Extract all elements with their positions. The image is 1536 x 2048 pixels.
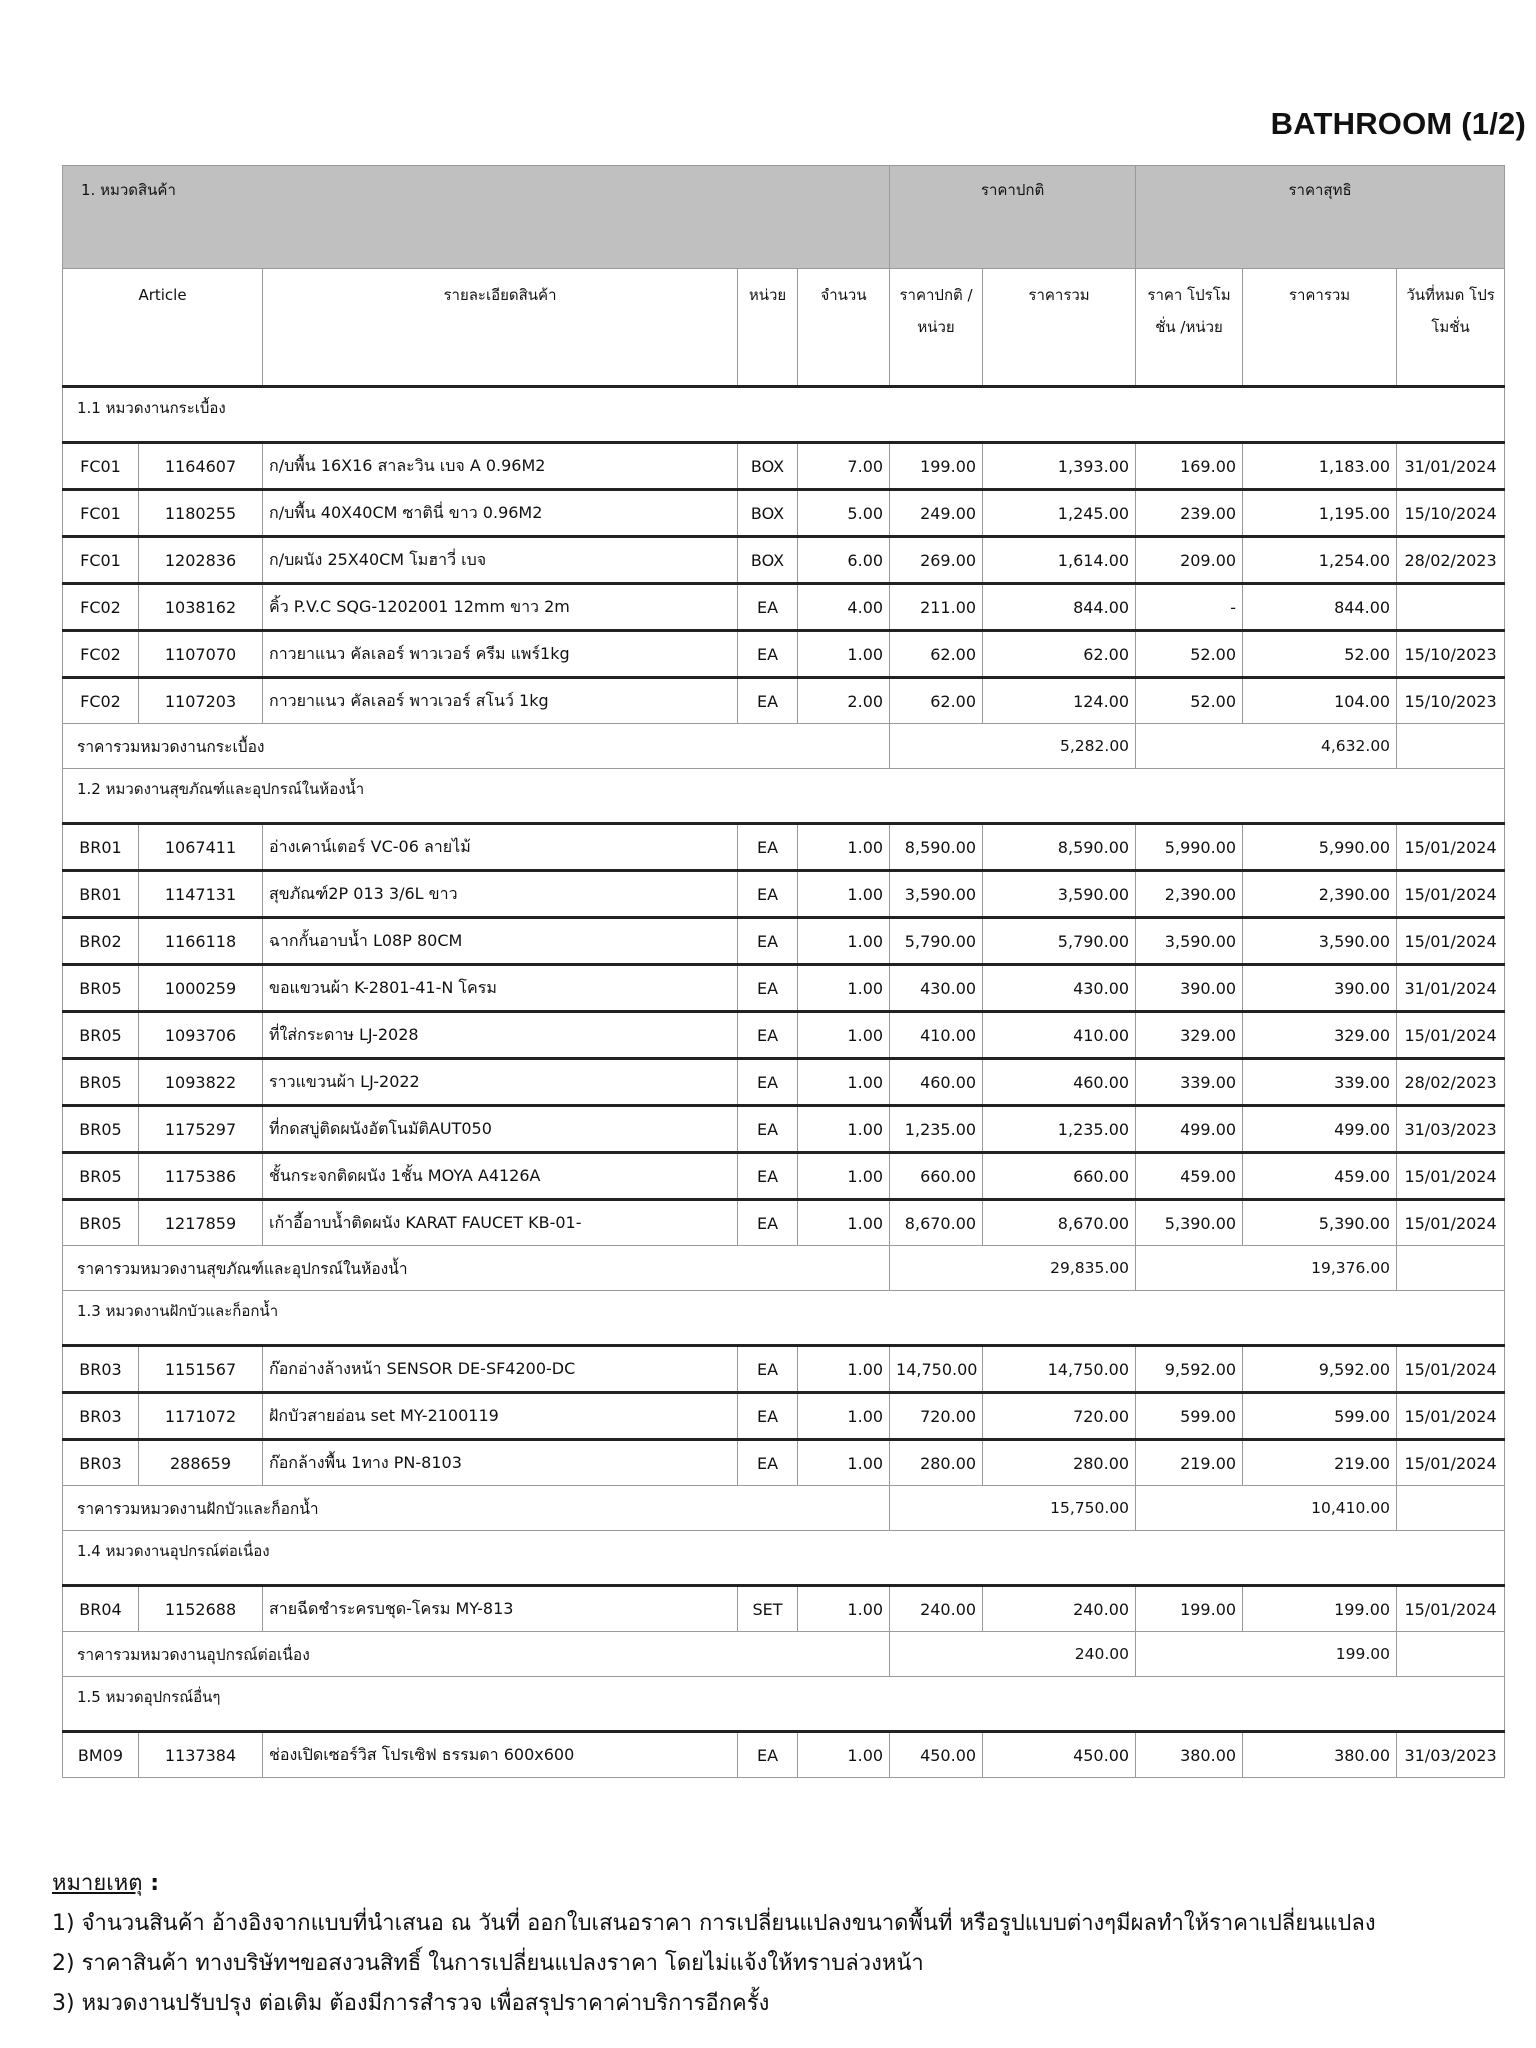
table-row <box>63 1106 1505 1153</box>
cell-code: BR03 <box>63 1440 139 1486</box>
table-row <box>63 1346 1505 1393</box>
cell-qty: 1.00 <box>798 871 890 918</box>
cell-unit: EA <box>738 965 798 1012</box>
section-title: 1.4 หมวดงานอุปกรณ์ต่อเนื่อง <box>63 1531 1505 1586</box>
cell-code: BR03 <box>63 1346 139 1393</box>
table-row <box>63 1059 1505 1106</box>
cell-promo-end: 15/10/2023 <box>1397 678 1505 724</box>
cell-promo-total: 1,195.00 <box>1243 490 1397 537</box>
cell-total: 460.00 <box>983 1059 1136 1106</box>
cell-code: FC01 <box>63 490 139 537</box>
section-title: 1.3 หมวดงานฝักบัวและก็อกน้ำ <box>63 1291 1505 1346</box>
cell-promo-total: 380.00 <box>1243 1732 1397 1778</box>
cell-article: 1067411 <box>139 824 263 871</box>
cell-description: ขอแขวนผ้า K-2801-41-N โครม <box>263 965 738 1012</box>
subtotal-empty <box>1397 1486 1505 1531</box>
cell-article: 1164607 <box>139 443 263 490</box>
note-line: 3) หมวดงานปรับปรุง ต่อเติม ต้องมีการสำรวจ เพื่อสรุปราคาค่าบริการอีกครั้ง <box>52 1991 770 2016</box>
cell-total: 3,590.00 <box>983 871 1136 918</box>
cell-description: สายฉีดชำระครบชุด-โครม MY-813 <box>263 1586 738 1632</box>
cell-unit-price: 211.00 <box>890 584 983 631</box>
cell-unit: EA <box>738 918 798 965</box>
cell-total: 1,614.00 <box>983 537 1136 584</box>
cell-promo-end: 15/01/2024 <box>1397 1200 1505 1246</box>
cell-qty: 1.00 <box>798 1393 890 1440</box>
cell-promo-price: 339.00 <box>1136 1059 1243 1106</box>
cell-promo-end: 15/01/2024 <box>1397 1393 1505 1440</box>
cell-code: BR01 <box>63 824 139 871</box>
cell-qty: 1.00 <box>798 1106 890 1153</box>
cell-promo-total: 199.00 <box>1243 1586 1397 1632</box>
cell-promo-total: 219.00 <box>1243 1440 1397 1486</box>
cell-qty: 1.00 <box>798 1200 890 1246</box>
table-row <box>63 824 1505 871</box>
cell-promo-total: 329.00 <box>1243 1012 1397 1059</box>
subtotal-promo-total: 199.00 <box>1136 1632 1397 1677</box>
subtotal-promo-total: 19,376.00 <box>1136 1246 1397 1291</box>
cell-code: BR01 <box>63 871 139 918</box>
cell-promo-price: 2,390.00 <box>1136 871 1243 918</box>
cell-promo-end: 15/01/2024 <box>1397 1346 1505 1393</box>
cell-promo-end: 15/01/2024 <box>1397 1440 1505 1486</box>
cell-description: กาวยาแนว คัลเลอร์ พาวเวอร์ สโนว์ 1kg <box>263 678 738 724</box>
subtotal-promo-total: 10,410.00 <box>1136 1486 1397 1531</box>
cell-promo-price: 5,390.00 <box>1136 1200 1243 1246</box>
cell-promo-total: 9,592.00 <box>1243 1346 1397 1393</box>
subtotal-total: 5,282.00 <box>890 724 1136 769</box>
cell-promo-price: 390.00 <box>1136 965 1243 1012</box>
cell-promo-total: 5,990.00 <box>1243 824 1397 871</box>
cell-description: ชั้นกระจกติดผนัง 1ชั้น MOYA A4126A <box>263 1153 738 1200</box>
cell-code: BR05 <box>63 1153 139 1200</box>
note-line: 2) ราคาสินค้า ทางบริษัทฯขอสงวนสิทธิ์ ในการเปลี่ยนแปลงราคา โดยไม่แจ้งให้ทราบล่วงหน้า <box>52 1951 924 1976</box>
cell-promo-total: 844.00 <box>1243 584 1397 631</box>
cell-article: 1175386 <box>139 1153 263 1200</box>
cell-total: 124.00 <box>983 678 1136 724</box>
table-row <box>63 1012 1505 1059</box>
cell-promo-price: 380.00 <box>1136 1732 1243 1778</box>
cell-code: BR05 <box>63 1059 139 1106</box>
cell-code: BR05 <box>63 1106 139 1153</box>
cell-article: 1147131 <box>139 871 263 918</box>
col-description: รายละเอียดสินค้า <box>263 269 738 387</box>
cell-code: BR05 <box>63 1012 139 1059</box>
cell-unit-price: 460.00 <box>890 1059 983 1106</box>
cell-description: ก๊อกอ่างล้างหน้า SENSOR DE-SF4200-DC <box>263 1346 738 1393</box>
table-row <box>63 631 1505 678</box>
cell-qty: 1.00 <box>798 1440 890 1486</box>
cell-description: ฝักบัวสายอ่อน set MY-2100119 <box>263 1393 738 1440</box>
cell-unit-price: 8,590.00 <box>890 824 983 871</box>
subtotal-label: ราคารวมหมวดงานอุปกรณ์ต่อเนื่อง <box>63 1632 890 1677</box>
cell-qty: 1.00 <box>798 631 890 678</box>
cell-unit: EA <box>738 871 798 918</box>
subtotal-total: 15,750.00 <box>890 1486 1136 1531</box>
cell-promo-price: 199.00 <box>1136 1586 1243 1632</box>
subtotal-row <box>63 1246 1505 1291</box>
subtotal-label: ราคารวมหมวดงานสุขภัณฑ์และอุปกรณ์ในห้องน้ำ <box>63 1246 890 1291</box>
cell-promo-price: 329.00 <box>1136 1012 1243 1059</box>
cell-promo-end: 31/01/2024 <box>1397 443 1505 490</box>
cell-promo-end: 28/02/2023 <box>1397 1059 1505 1106</box>
cell-promo-end: 15/01/2024 <box>1397 1586 1505 1632</box>
cell-qty: 1.00 <box>798 1732 890 1778</box>
cell-unit: EA <box>738 1200 798 1246</box>
cell-unit-price: 430.00 <box>890 965 983 1012</box>
group-header-row <box>63 166 1505 269</box>
table-row <box>63 871 1505 918</box>
cell-total: 1,235.00 <box>983 1106 1136 1153</box>
cell-code: BM09 <box>63 1732 139 1778</box>
cell-article: 1137384 <box>139 1732 263 1778</box>
cell-article: 1152688 <box>139 1586 263 1632</box>
cell-promo-end: 15/01/2024 <box>1397 1012 1505 1059</box>
table-row <box>63 1153 1505 1200</box>
cell-unit-price: 269.00 <box>890 537 983 584</box>
col-article: Article <box>63 269 263 387</box>
cell-unit: SET <box>738 1586 798 1632</box>
subtotal-empty <box>1397 1246 1505 1291</box>
cell-code: FC01 <box>63 537 139 584</box>
cell-description: ช่องเปิดเซอร์วิส โปรเซิฟ ธรรมดา 600x600 <box>263 1732 738 1778</box>
cell-qty: 1.00 <box>798 1346 890 1393</box>
subtotal-label: ราคารวมหมวดงานกระเบื้อง <box>63 724 890 769</box>
cell-promo-price: 52.00 <box>1136 678 1243 724</box>
cell-article: 288659 <box>139 1440 263 1486</box>
section-header-row <box>63 1531 1505 1586</box>
cell-unit: EA <box>738 1012 798 1059</box>
cell-description: กาวยาแนว คัลเลอร์ พาวเวอร์ ครีม แพร์1kg <box>263 631 738 678</box>
cell-qty: 6.00 <box>798 537 890 584</box>
cell-code: BR05 <box>63 1200 139 1246</box>
col-promo-end: วันที่หมด โปรโมชั่น <box>1397 269 1505 387</box>
cell-total: 430.00 <box>983 965 1136 1012</box>
cell-total: 660.00 <box>983 1153 1136 1200</box>
cell-promo-end: 15/01/2024 <box>1397 1153 1505 1200</box>
cell-unit: EA <box>738 584 798 631</box>
cell-promo-total: 5,390.00 <box>1243 1200 1397 1246</box>
cell-total: 410.00 <box>983 1012 1136 1059</box>
cell-unit-price: 62.00 <box>890 678 983 724</box>
cell-promo-total: 3,590.00 <box>1243 918 1397 965</box>
cell-code: BR05 <box>63 965 139 1012</box>
cell-promo-total: 390.00 <box>1243 965 1397 1012</box>
subtotal-row <box>63 1632 1505 1677</box>
cell-promo-end: 15/01/2024 <box>1397 824 1505 871</box>
cell-promo-total: 1,183.00 <box>1243 443 1397 490</box>
table-row <box>63 678 1505 724</box>
cell-promo-price: 239.00 <box>1136 490 1243 537</box>
table-row <box>63 918 1505 965</box>
cell-description: ราวแขวนผ้า LJ-2022 <box>263 1059 738 1106</box>
cell-description: คิ้ว P.V.C SQG-1202001 12mm ขาว 2m <box>263 584 738 631</box>
cell-total: 8,590.00 <box>983 824 1136 871</box>
cell-unit: BOX <box>738 443 798 490</box>
subtotal-empty <box>1397 1632 1505 1677</box>
cell-unit-price: 249.00 <box>890 490 983 537</box>
cell-code: FC02 <box>63 584 139 631</box>
category-group-header: 1. หมวดสินค้า <box>63 166 890 269</box>
col-promo-total: ราคารวม <box>1243 269 1397 387</box>
cell-promo-end: 15/10/2024 <box>1397 490 1505 537</box>
section-header-row <box>63 1677 1505 1732</box>
col-qty: จำนวน <box>798 269 890 387</box>
cell-unit: EA <box>738 1059 798 1106</box>
net-price-group-header: ราคาสุทธิ <box>1136 166 1505 269</box>
cell-total: 450.00 <box>983 1732 1136 1778</box>
cell-qty: 5.00 <box>798 490 890 537</box>
cell-qty: 1.00 <box>798 1586 890 1632</box>
subtotal-total: 240.00 <box>890 1632 1136 1677</box>
table-row <box>63 537 1505 584</box>
cell-promo-price: - <box>1136 584 1243 631</box>
cell-article: 1093822 <box>139 1059 263 1106</box>
cell-description: ก๊อกล้างพื้น 1ทาง PN-8103 <box>263 1440 738 1486</box>
cell-total: 62.00 <box>983 631 1136 678</box>
cell-article: 1202836 <box>139 537 263 584</box>
cell-unit-price: 660.00 <box>890 1153 983 1200</box>
cell-code: FC02 <box>63 678 139 724</box>
table-row <box>63 1440 1505 1486</box>
cell-promo-total: 599.00 <box>1243 1393 1397 1440</box>
cell-unit-price: 62.00 <box>890 631 983 678</box>
cell-unit: EA <box>738 824 798 871</box>
cell-total: 14,750.00 <box>983 1346 1136 1393</box>
cell-unit-price: 14,750.00 <box>890 1346 983 1393</box>
cell-promo-price: 5,990.00 <box>1136 824 1243 871</box>
cell-total: 1,393.00 <box>983 443 1136 490</box>
table-row <box>63 1732 1505 1778</box>
subtotal-label: ราคารวมหมวดงานฝักบัวและก็อกน้ำ <box>63 1486 890 1531</box>
col-promo-price: ราคา โปรโมชั่น /หน่วย <box>1136 269 1243 387</box>
cell-unit-price: 280.00 <box>890 1440 983 1486</box>
cell-unit: EA <box>738 1393 798 1440</box>
cell-code: BR02 <box>63 918 139 965</box>
cell-promo-price: 219.00 <box>1136 1440 1243 1486</box>
cell-description: ก/บพื้น 16X16 สาละวิน เบจ A 0.96M2 <box>263 443 738 490</box>
section-title: 1.2 หมวดงานสุขภัณฑ์และอุปกรณ์ในห้องน้ำ <box>63 769 1505 824</box>
note-line: 1) จำนวนสินค้า อ้างอิงจากแบบที่นำเสนอ ณ วันที่ ออกใบเสนอราคา การเปลี่ยนแปลงขนาดพื้นที่ หรือรูปแบบต่างๆมีผลทำให้ราคาเปลี่ยนแปลง <box>52 1911 1376 1936</box>
cell-promo-total: 459.00 <box>1243 1153 1397 1200</box>
table-row <box>63 965 1505 1012</box>
notes-heading: หมายเหตุ <box>52 1871 143 1896</box>
cell-promo-total: 104.00 <box>1243 678 1397 724</box>
section-header-row <box>63 387 1505 443</box>
section-header-row <box>63 769 1505 824</box>
cell-qty: 1.00 <box>798 1153 890 1200</box>
cell-promo-price: 3,590.00 <box>1136 918 1243 965</box>
cell-unit-price: 410.00 <box>890 1012 983 1059</box>
subtotal-empty <box>1397 724 1505 769</box>
cell-promo-price: 169.00 <box>1136 443 1243 490</box>
cell-unit-price: 5,790.00 <box>890 918 983 965</box>
cell-article: 1217859 <box>139 1200 263 1246</box>
cell-unit-price: 450.00 <box>890 1732 983 1778</box>
cell-qty: 1.00 <box>798 1012 890 1059</box>
table-row <box>63 1393 1505 1440</box>
cell-total: 844.00 <box>983 584 1136 631</box>
cell-unit-price: 3,590.00 <box>890 871 983 918</box>
cell-unit-price: 240.00 <box>890 1586 983 1632</box>
cell-unit: EA <box>738 1153 798 1200</box>
cell-description: ก/บพื้น 40X40CM ซาตินี่ ขาว 0.96M2 <box>263 490 738 537</box>
cell-promo-total: 1,254.00 <box>1243 537 1397 584</box>
cell-unit: EA <box>738 1732 798 1778</box>
col-unit-price: ราคาปกติ /หน่วย <box>890 269 983 387</box>
cell-description: ฉากกั้นอาบน้ำ L08P 80CM <box>263 918 738 965</box>
cell-article: 1180255 <box>139 490 263 537</box>
subtotal-promo-total: 4,632.00 <box>1136 724 1397 769</box>
cell-qty: 1.00 <box>798 824 890 871</box>
cell-promo-end: 31/03/2023 <box>1397 1106 1505 1153</box>
cell-promo-price: 599.00 <box>1136 1393 1243 1440</box>
cell-promo-end: 28/02/2023 <box>1397 537 1505 584</box>
cell-promo-price: 9,592.00 <box>1136 1346 1243 1393</box>
table-row <box>63 1200 1505 1246</box>
cell-total: 1,245.00 <box>983 490 1136 537</box>
cell-promo-price: 52.00 <box>1136 631 1243 678</box>
cell-unit: EA <box>738 631 798 678</box>
cell-article: 1107070 <box>139 631 263 678</box>
cell-unit-price: 1,235.00 <box>890 1106 983 1153</box>
cell-article: 1093706 <box>139 1012 263 1059</box>
cell-promo-end: 31/03/2023 <box>1397 1732 1505 1778</box>
col-total: ราคารวม <box>983 269 1136 387</box>
table-row <box>63 443 1505 490</box>
col-unit: หน่วย <box>738 269 798 387</box>
cell-total: 240.00 <box>983 1586 1136 1632</box>
cell-promo-price: 459.00 <box>1136 1153 1243 1200</box>
cell-qty: 2.00 <box>798 678 890 724</box>
cell-qty: 4.00 <box>798 584 890 631</box>
cell-code: BR03 <box>63 1393 139 1440</box>
cell-article: 1151567 <box>139 1346 263 1393</box>
cell-description: สุขภัณฑ์2P 013 3/6L ขาว <box>263 871 738 918</box>
subtotal-row <box>63 724 1505 769</box>
cell-article: 1000259 <box>139 965 263 1012</box>
cell-total: 8,670.00 <box>983 1200 1136 1246</box>
cell-qty: 1.00 <box>798 1059 890 1106</box>
normal-price-group-header: ราคาปกติ <box>890 166 1136 269</box>
cell-description: เก้าอี้อาบน้ำติดผนัง KARAT FAUCET KB-01- <box>263 1200 738 1246</box>
cell-total: 720.00 <box>983 1393 1136 1440</box>
cell-unit: EA <box>738 1106 798 1153</box>
cell-total: 280.00 <box>983 1440 1136 1486</box>
page-title: BATHROOM (1/2) <box>1270 106 1526 141</box>
cell-description: ที่กดสบู่ติดผนังอัตโนมัติAUT050 <box>263 1106 738 1153</box>
cell-promo-end <box>1397 584 1505 631</box>
cell-promo-price: 209.00 <box>1136 537 1243 584</box>
cell-unit: BOX <box>738 490 798 537</box>
cell-description: อ่างเคาน์เตอร์ VC-06 ลายไม้ <box>263 824 738 871</box>
column-header-row <box>63 269 1505 387</box>
cell-article: 1171072 <box>139 1393 263 1440</box>
quotation-table <box>62 165 1505 1778</box>
cell-unit: EA <box>738 1346 798 1393</box>
cell-article: 1107203 <box>139 678 263 724</box>
cell-qty: 1.00 <box>798 965 890 1012</box>
cell-promo-total: 52.00 <box>1243 631 1397 678</box>
cell-unit: EA <box>738 678 798 724</box>
cell-unit-price: 199.00 <box>890 443 983 490</box>
cell-promo-end: 15/01/2024 <box>1397 918 1505 965</box>
section-header-row <box>63 1291 1505 1346</box>
cell-description: ที่ใส่กระดาษ LJ-2028 <box>263 1012 738 1059</box>
cell-unit-price: 720.00 <box>890 1393 983 1440</box>
cell-qty: 7.00 <box>798 443 890 490</box>
cell-code: FC01 <box>63 443 139 490</box>
cell-unit-price: 8,670.00 <box>890 1200 983 1246</box>
cell-article: 1175297 <box>139 1106 263 1153</box>
cell-promo-end: 15/01/2024 <box>1397 871 1505 918</box>
cell-unit: EA <box>738 1440 798 1486</box>
notes-section: หมายเหตุ : 1) จำนวนสินค้า อ้างอิงจากแบบที่นำเสนอ ณ วันที่ ออกใบเสนอราคา การเปลี่ยนแปลงขนาดพื้นที่ หรือรูปแบบต่างๆมีผลทำให้ราคาเปลี่ยนแปลง 2) ราคาสินค้า ทางบริษัทฯขอสงวนสิทธิ์ ในการเปลี่ยนแปลงราคา โดยไม่แจ้งให้ทราบล่วงหน้า 3) หมวดงานปรับปรุง ต่อเติม ต้องมีการสำรวจ เพื่อสรุปราคาค่าบริการอีกครั้ง <box>52 1864 1376 2024</box>
table-row <box>63 490 1505 537</box>
cell-code: BR04 <box>63 1586 139 1632</box>
table-row <box>63 1586 1505 1632</box>
cell-article: 1166118 <box>139 918 263 965</box>
subtotal-total: 29,835.00 <box>890 1246 1136 1291</box>
cell-total: 5,790.00 <box>983 918 1136 965</box>
cell-promo-end: 15/10/2023 <box>1397 631 1505 678</box>
cell-code: FC02 <box>63 631 139 678</box>
cell-qty: 1.00 <box>798 918 890 965</box>
section-title: 1.5 หมวดอุปกรณ์อื่นๆ <box>63 1677 1505 1732</box>
cell-description: ก/บผนัง 25X40CM โมฮาวี่ เบจ <box>263 537 738 584</box>
cell-promo-price: 499.00 <box>1136 1106 1243 1153</box>
cell-promo-total: 499.00 <box>1243 1106 1397 1153</box>
cell-promo-total: 339.00 <box>1243 1059 1397 1106</box>
cell-promo-total: 2,390.00 <box>1243 871 1397 918</box>
subtotal-row <box>63 1486 1505 1531</box>
table-row <box>63 584 1505 631</box>
cell-unit: BOX <box>738 537 798 584</box>
cell-promo-end: 31/01/2024 <box>1397 965 1505 1012</box>
cell-article: 1038162 <box>139 584 263 631</box>
section-title: 1.1 หมวดงานกระเบื้อง <box>63 387 1505 443</box>
